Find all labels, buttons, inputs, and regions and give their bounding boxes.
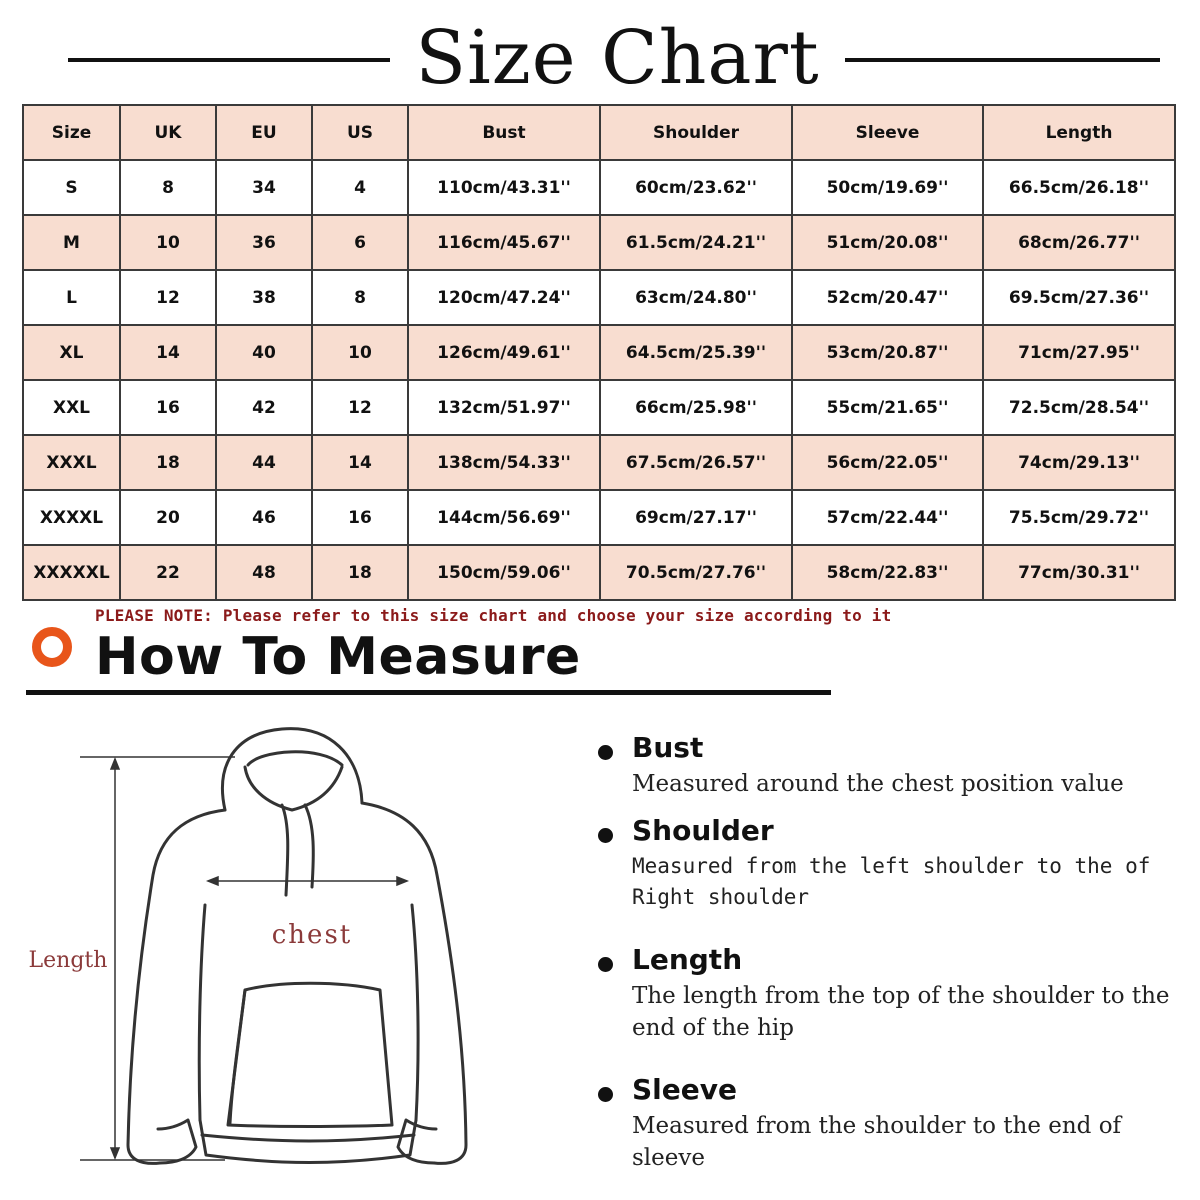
bullet-icon (598, 828, 613, 843)
chest-arrow (208, 877, 407, 885)
hoodie-diagram (20, 715, 540, 1190)
length-label: Length (28, 948, 108, 973)
table-row (23, 215, 1175, 270)
table-cell: 74cm/29.13'' (983, 435, 1175, 490)
table-row (23, 545, 1175, 600)
table-cell: 14 (120, 325, 216, 380)
table-cell: 10 (120, 215, 216, 270)
definition-heading: Length (632, 943, 743, 976)
table-cell: 51cm/20.08'' (792, 215, 983, 270)
table-cell: M (23, 215, 120, 270)
table-cell: 67.5cm/26.57'' (600, 435, 792, 490)
table-cell: XXXL (23, 435, 120, 490)
size-note: PLEASE NOTE: Please refer to this size chart and choose your size according to it (95, 606, 892, 625)
table-cell: 110cm/43.31'' (408, 160, 600, 215)
table-cell: 71cm/27.95'' (983, 325, 1175, 380)
table-cell: 60cm/23.62'' (600, 160, 792, 215)
table-cell: 20 (120, 490, 216, 545)
table-cell: 57cm/22.44'' (792, 490, 983, 545)
table-row (23, 380, 1175, 435)
table-cell: 55cm/21.65'' (792, 380, 983, 435)
column-header: UK (120, 105, 216, 160)
table-cell: 16 (312, 490, 408, 545)
table-cell: 38 (216, 270, 312, 325)
table-cell: L (23, 270, 120, 325)
table-cell: 77cm/30.31'' (983, 545, 1175, 600)
table-header-row (23, 105, 1175, 160)
definition-heading: Shoulder (632, 814, 774, 847)
table-cell: 52cm/20.47'' (792, 270, 983, 325)
table-cell: 22 (120, 545, 216, 600)
table-cell: 34 (216, 160, 312, 215)
column-header: Length (983, 105, 1175, 160)
table-cell: 72.5cm/28.54'' (983, 380, 1175, 435)
column-header: Size (23, 105, 120, 160)
table-cell: 8 (312, 270, 408, 325)
table-cell: 53cm/20.87'' (792, 325, 983, 380)
table-cell: XXXXL (23, 490, 120, 545)
size-chart-table (22, 104, 1176, 601)
table-cell: 42 (216, 380, 312, 435)
table-cell: 138cm/54.33'' (408, 435, 600, 490)
table-cell: 116cm/45.67'' (408, 215, 600, 270)
table-cell: 69.5cm/27.36'' (983, 270, 1175, 325)
table-cell: 10 (312, 325, 408, 380)
column-header: EU (216, 105, 312, 160)
table-cell: 126cm/49.61'' (408, 325, 600, 380)
table-row (23, 435, 1175, 490)
table-cell: 18 (312, 545, 408, 600)
table-cell: 4 (312, 160, 408, 215)
table-cell: 44 (216, 435, 312, 490)
table-cell: 150cm/59.06'' (408, 545, 600, 600)
table-cell: XL (23, 325, 120, 380)
table-cell: XXL (23, 380, 120, 435)
table-cell: 61.5cm/24.21'' (600, 215, 792, 270)
definition-text: The length from the top of the shoulder to the end of the hip (632, 983, 1170, 1041)
table-cell: 63cm/24.80'' (600, 270, 792, 325)
table-cell: 48 (216, 545, 312, 600)
table-cell: 12 (312, 380, 408, 435)
table-cell: 69cm/27.17'' (600, 490, 792, 545)
column-header: Bust (408, 105, 600, 160)
title-rule-left (68, 58, 390, 62)
definition-text: Measured around the chest position value (632, 771, 1124, 797)
table-cell: 58cm/22.83'' (792, 545, 983, 600)
table-cell: 120cm/47.24'' (408, 270, 600, 325)
how-to-measure-title: How To Measure (95, 627, 581, 687)
table-cell: S (23, 160, 120, 215)
section-divider (26, 690, 831, 695)
table-cell: 66.5cm/26.18'' (983, 160, 1175, 215)
table-cell: 18 (120, 435, 216, 490)
table-cell: 36 (216, 215, 312, 270)
table-cell: 144cm/56.69'' (408, 490, 600, 545)
table-cell: 40 (216, 325, 312, 380)
bullet-icon (598, 957, 613, 972)
table-cell: 56cm/22.05'' (792, 435, 983, 490)
definition-text: Measured from the left shoulder to the of Right shoulder (632, 854, 1151, 909)
column-header: Sleeve (792, 105, 983, 160)
column-header: US (312, 105, 408, 160)
table-cell: 132cm/51.97'' (408, 380, 600, 435)
column-header: Shoulder (600, 105, 792, 160)
bullet-icon (598, 1087, 613, 1102)
table-row (23, 270, 1175, 325)
table-row (23, 490, 1175, 545)
title-rule-right (845, 58, 1160, 62)
table-cell: 70.5cm/27.76'' (600, 545, 792, 600)
definition-heading: Sleeve (632, 1073, 737, 1106)
table-cell: 12 (120, 270, 216, 325)
chest-label: chest (271, 920, 353, 950)
table-cell: 66cm/25.98'' (600, 380, 792, 435)
table-cell: 50cm/19.69'' (792, 160, 983, 215)
table-cell: XXXXXL (23, 545, 120, 600)
table-row (23, 160, 1175, 215)
table-cell: 68cm/26.77'' (983, 215, 1175, 270)
definition-heading: Bust (632, 731, 704, 764)
table-row (23, 325, 1175, 380)
definition-text: Measured from the shoulder to the end of sleeve (632, 1113, 1122, 1171)
circle-target-icon (32, 627, 72, 667)
table-cell: 6 (312, 215, 408, 270)
bullet-icon (598, 745, 613, 760)
table-cell: 16 (120, 380, 216, 435)
table-cell: 8 (120, 160, 216, 215)
table-cell: 14 (312, 435, 408, 490)
table-cell: 75.5cm/29.72'' (983, 490, 1175, 545)
table-cell: 64.5cm/25.39'' (600, 325, 792, 380)
table-cell: 46 (216, 490, 312, 545)
page-title: Size Chart (415, 15, 820, 101)
